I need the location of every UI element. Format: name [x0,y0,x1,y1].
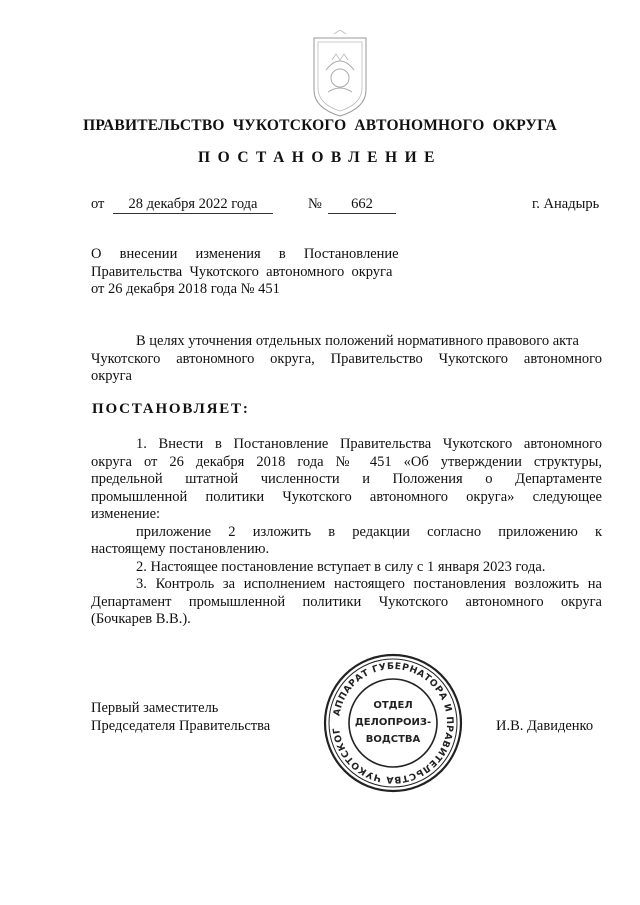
position-line: Председателя Правительства [91,718,271,734]
position-line: Первый заместитель [91,700,219,716]
sub-item-line: приложение 2 изложить в редакции согласно приложению к [136,523,602,540]
document-subject [91,246,407,299]
signatory-name: И.В. Давиденко [496,718,594,734]
item-1-line: предельной штатной численности и Положения о Департаменте [91,471,602,487]
date-prefix: от [91,196,105,212]
preamble-line: Чукотского автономного округа, Правительство Чукотского автономного [91,350,602,367]
subject-line: О внесении изменения в Постановление [91,246,399,262]
item-1-line: 1. Внести в Постановление Правительства Чукотского автономного [136,436,602,452]
item-1-line: изменение: [91,506,161,522]
document-date: 28 декабря 2022 года [113,195,273,214]
item-1-line: округа от 26 декабря 2018 года № 451 «Об утверждении структуры, [91,453,602,470]
sub-item-line: настоящему постановлению. [91,541,270,557]
office-stamp [322,652,464,794]
document-number: 662 [328,195,396,214]
subject-line: от 26 декабря 2018 года № 451 [91,281,280,297]
subject-line: Правительства Чукотского автономного округа [91,263,393,280]
stamp-ring-text: АППАРАТ ГУБЕРНАТОРА И ПРАВИТЕЛЬСТВА ЧУКОТСКОГ [331,660,456,786]
item-3-line: 3. Контроль за исполнением настоящего постановления возложить на [136,576,602,592]
document-type: ПОСТАНОВЛЕНИЕ [198,149,442,166]
preamble [91,333,602,386]
stamp-center-line: ВОДСТВА [365,734,421,745]
item-1-line: промышленной политики Чукотского автономного округа» следующее [91,488,602,505]
signatory-position [91,699,270,735]
number-prefix: № [308,196,322,212]
preamble-line: округа [91,368,132,384]
resolves-heading: ПОСТАНОВЛЯЕТ: [92,401,250,417]
city: г. Анадырь [532,196,600,212]
item-3-line: Департамент промышленной политики Чукотского автономного округа [91,593,602,610]
government-title: ПРАВИТЕЛЬСТВО ЧУКОТСКОГО АВТОНОМНОГО ОКРУГА [83,117,557,134]
item-3-line: (Бочкарев В.В.). [91,611,191,627]
item-2: 2. Настоящее постановление вступает в силу с 1 января 2023 года. [136,558,546,575]
stamp-center-line: ДЕЛОПРОИЗ- [354,717,432,728]
stamp-center-line: ОТДЕЛ [373,700,413,711]
coat-of-arms-emblem [306,30,374,118]
resolution-items [91,436,602,629]
preamble-line: В целях уточнения отдельных положений нормативного правового акта [136,333,579,349]
